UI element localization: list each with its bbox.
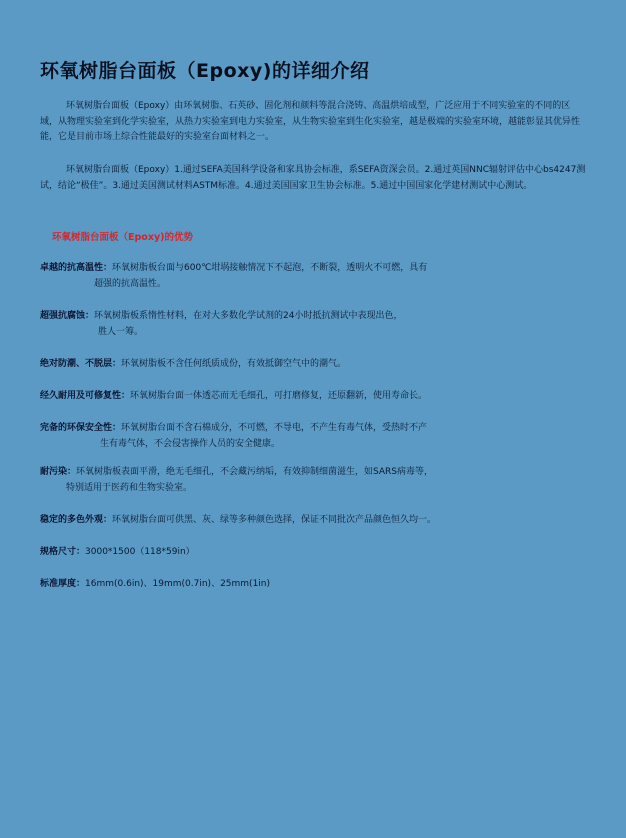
feature-label: 绝对防潮、不脱层： <box>40 359 122 369</box>
feature-text-continued: 胜人一筹。 <box>98 326 144 337</box>
feature-text: 环氧树脂板不含任何纸质成份，有效抵御空气中的潮气。 <box>121 359 347 369</box>
feature-text-continued: 超强的抗高温性。 <box>94 278 167 289</box>
feature-text: 环氧树脂板台面与600℃坩埚接触情况下不起泡，不断裂，透明火不可燃，具有 <box>112 263 428 273</box>
feature-stain-resistance <box>40 465 590 496</box>
feature-text: 环氧树脂台面不含石棉成分，不可燃，不导电，不产生有毒气体，受热时不产 <box>121 423 428 433</box>
feature-label: 耐污染： <box>40 467 77 477</box>
feature-durability <box>40 389 590 405</box>
feature-environmental-safety <box>40 421 590 452</box>
feature-text-continued: 生有毒气体，不会侵害操作人员的安全健康。 <box>100 438 281 449</box>
certifications-paragraph: 环氧树脂台面板（Epoxy）1.通过SEFA美国科学设备和家具协会标准，系SEFA资深会员。2.通过英国NNC辐射评估中心bs4247测试，结论“极佳”。3.通过美国测试材料ASTM标准。4.通过美国国家卫生协会标准。5.通过中国国家化学建材测试中心测试。 <box>40 165 586 191</box>
feature-label: 经久耐用及可修复性： <box>40 391 131 401</box>
feature-heat-resistance <box>40 261 590 292</box>
spec-label: 规格尺寸： <box>40 547 86 557</box>
spec-thickness <box>40 577 590 593</box>
spec-dimensions <box>40 545 590 561</box>
feature-label: 卓越的抗高温性： <box>40 263 113 273</box>
intro-paragraph: 环氧树脂台面板（Epoxy）由环氧树脂、石英砂、固化剂和颜料等混合浇铸、高温烘培成型，广泛应用于不同实验室的不同的区域，从物理实验室到化学实验室，从热力实验室到电力实验室，从生物实验室到生化实验室，越是极端的实验室环境，越能彰显其优异性能，它是目前市场上综合性能最好的实验室台面材料之一。 <box>40 101 581 142</box>
feature-label: 完备的环保安全性： <box>40 423 122 433</box>
spec-label: 标准厚度： <box>40 579 86 589</box>
feature-text-continued: 特别适用于医药和生物实验室。 <box>66 482 193 493</box>
feature-corrosion-resistance <box>40 309 590 340</box>
spec-value: 3000*1500（118*59in） <box>85 547 195 557</box>
feature-text: 环氧树脂板表面平滑，绝无毛细孔，不会藏污纳垢，有效抑制细菌滋生，如SARS病毒等， <box>76 467 434 477</box>
feature-moisture-proof <box>40 357 590 373</box>
feature-text: 环氧树脂台面可供黑、灰、绿等多种颜色选择，保证不同批次产品颜色恒久均一。 <box>112 515 437 525</box>
feature-label: 稳定的多色外观： <box>40 515 113 525</box>
page-title: 环氧树脂台面板（Epoxy)的详细介绍 <box>40 60 370 82</box>
feature-text: 环氧树脂台面一体透芯而无毛细孔，可打磨修复，还原翻新，使用寿命长。 <box>130 391 428 401</box>
feature-text: 环氧树脂板系惰性材料，在对大多数化学试剂的24小时抵抗测试中表现出色， <box>94 311 403 321</box>
feature-label: 超强抗腐蚀： <box>40 311 95 321</box>
feature-stable-colors <box>40 513 590 529</box>
advantages-heading: 环氧树脂台面板（Epoxy)的优势 <box>52 232 193 243</box>
spec-value: 16mm(0.6in)、19mm(0.7in)、25mm(1in) <box>85 579 271 589</box>
